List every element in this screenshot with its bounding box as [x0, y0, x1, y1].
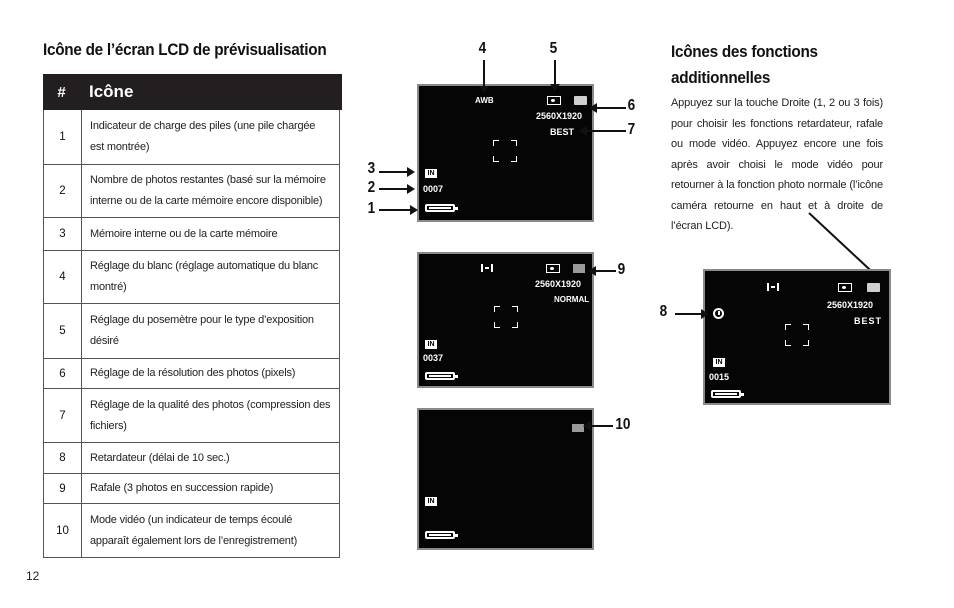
table-row: [43, 474, 340, 504]
table-row: [43, 251, 340, 304]
callout-3: 3: [367, 160, 376, 177]
burst-icon: [573, 264, 585, 273]
quality-label: BEST: [854, 316, 883, 326]
arrow-head: [588, 266, 596, 276]
row-description: Retardateur (délai de 10 sec.): [90, 451, 230, 464]
section-title-additional-line1: Icônes des fonctions: [671, 42, 818, 61]
row-number: 5: [44, 304, 82, 358]
column-header-icon: Icône: [89, 82, 134, 101]
arrow-line: [379, 171, 409, 173]
lcd-screen-photo: [417, 84, 594, 222]
camera-icon: [867, 283, 880, 292]
focus-bracket: [493, 140, 517, 162]
arrow-line: [675, 313, 703, 315]
callout-5: 5: [549, 40, 558, 57]
photo-count: 0007: [423, 184, 444, 194]
table-header: [43, 74, 342, 110]
arrow-line: [595, 270, 616, 272]
row-description: Nombre de photos restantes (basé sur la mémoire interne ou de la carte mémoire encore disponible): [90, 174, 326, 207]
row-number: 3: [44, 218, 82, 250]
battery-icon: [425, 531, 455, 539]
page-number: 12: [26, 569, 40, 583]
row-number: 2: [44, 165, 82, 217]
arrow-head: [410, 205, 418, 215]
metering-icon: [547, 96, 561, 105]
table-row: [43, 504, 340, 558]
awb-icon: [481, 264, 493, 272]
row-number: 6: [44, 359, 82, 388]
focus-bracket: [494, 306, 518, 328]
photo-count: 0015: [709, 372, 730, 382]
row-number: 4: [44, 251, 82, 303]
table-row: [43, 110, 340, 165]
row-number: 1: [44, 110, 82, 164]
resolution-label: 2560X1920: [535, 279, 582, 289]
table-row: [43, 218, 340, 251]
callout-10: 10: [615, 416, 631, 433]
arrow-head: [579, 126, 587, 136]
lcd-screen-video: [417, 408, 594, 550]
photo-count: 0037: [423, 353, 444, 363]
table-row: [43, 389, 340, 443]
row-description: Réglage du blanc (réglage automatique du blanc montré): [90, 260, 319, 293]
arrow-head: [407, 167, 415, 177]
section-title-lcd-icons: Icône de l’écran LCD de prévisualisation: [43, 40, 327, 59]
lcd-screen-burst: [417, 252, 594, 388]
resolution-label: 2560X1920: [827, 300, 874, 310]
row-number: 10: [44, 504, 82, 557]
callout-9: 9: [617, 261, 626, 278]
row-description: Réglage de la qualité des photos (compression des fichiers): [90, 398, 331, 432]
row-description: Mémoire interne ou de la carte mémoire: [90, 227, 278, 240]
battery-icon: [425, 372, 455, 380]
resolution-label: 2560X1920: [536, 111, 583, 121]
callout-6: 6: [627, 97, 636, 114]
arrow-head: [583, 421, 591, 431]
callout-8: 8: [659, 303, 668, 320]
battery-icon: [711, 390, 741, 398]
row-description: Indicateur de charge des piles (une pile chargée est montrée): [90, 120, 316, 153]
arrow-line: [586, 130, 626, 132]
callout-2: 2: [367, 179, 376, 196]
internal-memory-icon: IN: [713, 358, 725, 367]
focus-bracket: [785, 324, 809, 346]
internal-memory-icon: IN: [425, 169, 437, 178]
row-number: 8: [44, 443, 82, 473]
row-description: Réglage du posemètre pour le type d’exposition désiré: [90, 314, 314, 347]
arrow-line: [379, 209, 412, 211]
row-number: 9: [44, 474, 82, 503]
metering-icon: [546, 264, 560, 273]
table-row: [43, 359, 340, 389]
quality-label: NORMAL: [554, 295, 590, 304]
row-description: Rafale (3 photos en succession rapide): [90, 482, 274, 494]
table-row: [43, 443, 340, 474]
table-row: [43, 304, 340, 359]
arrow-head: [701, 309, 709, 319]
self-timer-icon: [713, 308, 724, 319]
callout-7: 7: [627, 121, 636, 138]
row-number: 7: [44, 389, 82, 442]
internal-memory-icon: IN: [425, 497, 437, 506]
battery-icon: [425, 204, 455, 212]
internal-memory-icon: IN: [425, 340, 437, 349]
awb-icon: [767, 283, 779, 291]
table-row: [43, 165, 340, 218]
camera-icon: [574, 96, 587, 105]
row-description: Mode vidéo (un indicateur de temps écoulé apparaît également lors de l’enregistrement): [90, 513, 298, 547]
arrow-head: [589, 103, 597, 113]
instruction-paragraph: Appuyez sur la touche Droite (1, 2 ou 3 fois) pour choisir les fonctions retardateur, rafale ou mode vidéo. Appuyez encore une fois après avoir choisi le mode vidéo pour retourner à la fonction photo normale (l’icône caméra retourne en haut et à droite de l’écran LCD).: [671, 97, 883, 232]
arrow-line: [596, 107, 626, 109]
arrow-line: [590, 425, 613, 427]
arrow-head: [479, 86, 489, 93]
arrow-head: [550, 84, 560, 91]
callout-4: 4: [478, 40, 487, 57]
column-header-number: #: [57, 83, 66, 101]
row-description: Réglage de la résolution des photos (pixels): [90, 367, 296, 379]
quality-label: BEST: [550, 127, 575, 137]
lcd-screen-self-timer: [703, 269, 891, 405]
arrow-line: [379, 188, 409, 190]
metering-icon: [838, 283, 852, 292]
callout-1: 1: [367, 200, 376, 217]
awb-icon: AWB: [475, 96, 494, 105]
section-title-additional-line2: additionnelles: [671, 68, 771, 87]
arrow-head: [407, 184, 415, 194]
